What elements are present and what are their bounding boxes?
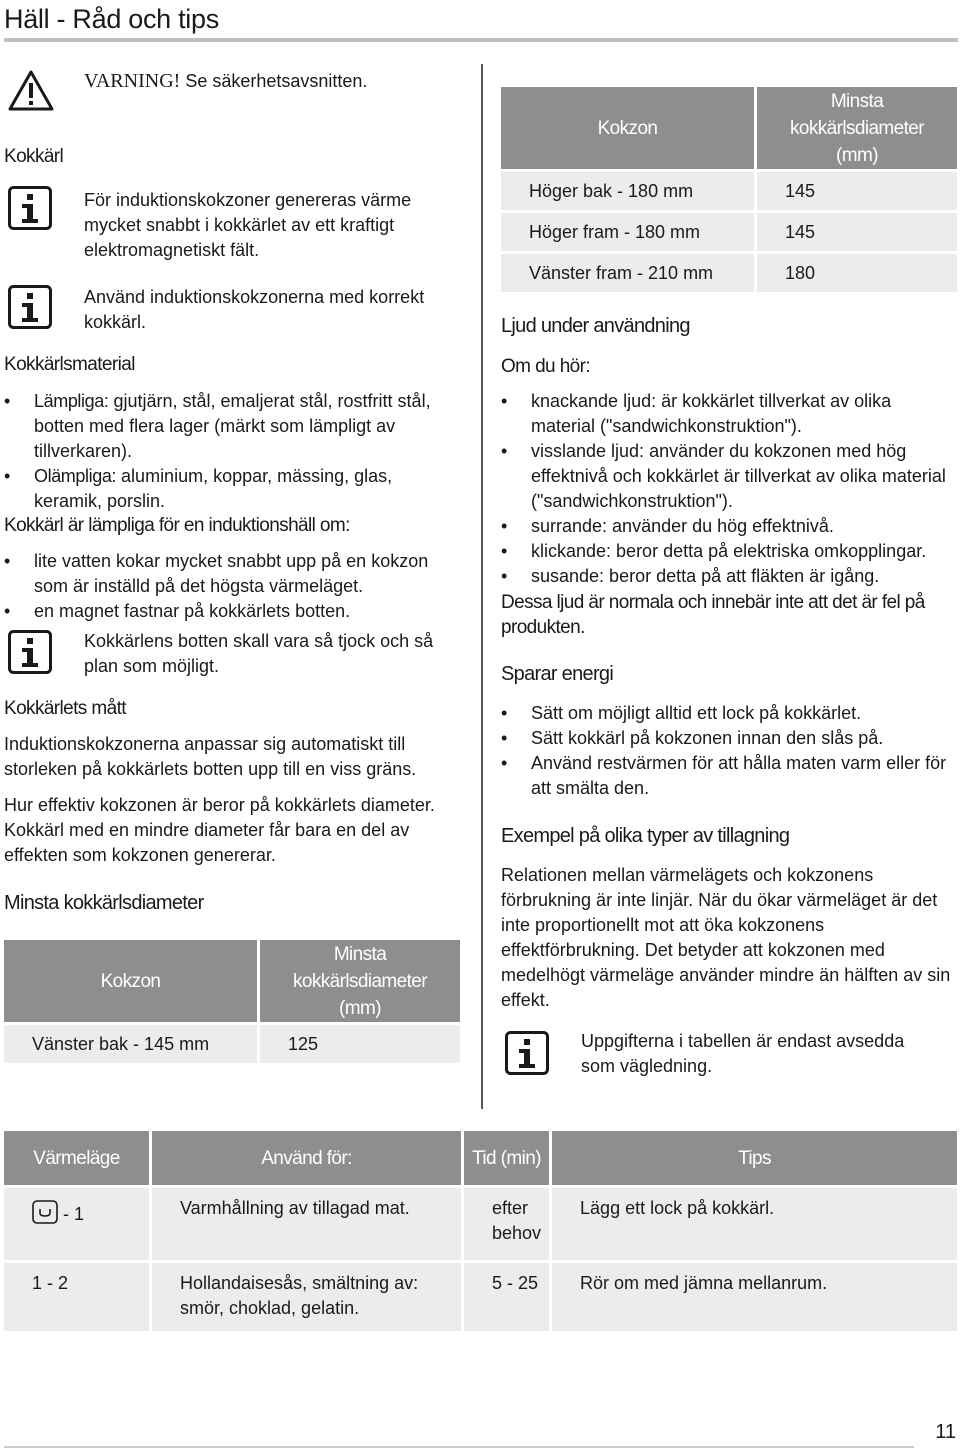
info-text-3: Kokkärlens botten skall vara så tjock och så plan som möjligt. (84, 631, 434, 676)
list-item (4, 464, 454, 514)
material-text: aluminium, koppar, mässing, glas, keramik, porslin. (34, 466, 393, 511)
heading-dimensions: Kokkärlets mått (4, 698, 126, 719)
table-cell-zone: Vänster fram - 210 mm (501, 254, 754, 292)
table-header-diameter: Minsta kokkärlsdiameter (mm) (260, 940, 460, 1022)
table-cell-zone: Höger bak - 180 mm (501, 172, 754, 210)
list-item: • Sätt kokkärl på kokzonen innan den slås på. (501, 726, 956, 751)
material-text: gjutjärn, stål, emaljerat stål, rostfritt stål, botten med flera lager (märkt som lämpligt av tillverkaren). (34, 391, 431, 461)
list-item: • lite vatten kokar mycket snabbt upp på en kokzon som är inställd på det högsta värmeläget. (4, 549, 454, 599)
page-title: Häll - Råd och tips (4, 4, 219, 34)
table-row (4, 1025, 460, 1063)
table-header-use: Använd för: (152, 1131, 461, 1185)
table-row (4, 1188, 957, 1260)
table-header-time: Tid (min) (464, 1131, 549, 1185)
list-item: • klickande: beror detta på elektriska omkopplingar. (501, 539, 956, 564)
warning-line (84, 69, 367, 94)
list-item: • Använd restvärmen för att hålla maten varm eller för att smälta den. (501, 751, 956, 801)
info-icon (8, 186, 52, 230)
paragraph-efficiency: Hur effektiv kokzonen är beror på kokkärlets diameter. Kokkärl med en mindre diameter får bara en del av effekten som kokzonen genererar. (4, 795, 435, 865)
table-header-zone: Kokzon (501, 87, 754, 169)
table-row (501, 254, 957, 292)
list-item (4, 389, 454, 464)
column-divider (481, 64, 483, 1109)
heading-material: Kokkärlsmaterial (4, 354, 135, 375)
table-cell-diameter: 125 (260, 1025, 460, 1063)
table-row (501, 213, 957, 251)
table-cell-diameter: 145 (757, 213, 957, 251)
warning-triangle-icon (8, 69, 54, 111)
page-number: 11 (935, 1421, 956, 1443)
list-item: • susande: beror detta på att fläkten är igång. (501, 564, 956, 589)
heading-cookware: Kokkärl (4, 146, 64, 167)
info-text-guidance: Uppgifterna i tabellen är endast avsedda som vägledning. (581, 1031, 905, 1076)
level-suffix: - 1 (58, 1204, 85, 1224)
table-row (4, 1263, 957, 1331)
normal-noise-note: Dessa ljud är normala och innebär inte att det är fel på produkten. (501, 592, 925, 638)
material-label: Lämpliga: (34, 391, 109, 411)
table-cell-use: Varmhållning av tillagad mat. (152, 1188, 461, 1260)
table-cell-diameter: 180 (757, 254, 957, 292)
warning-prefix: VARNING! (84, 70, 181, 92)
info-icon (505, 1031, 549, 1075)
table-cell-use: Hollandaisesås, smältning av: smör, choklad, gelatin. (152, 1263, 461, 1331)
info-icon (8, 630, 52, 674)
material-list (4, 389, 454, 514)
paragraph-relation: Relationen mellan värmelägets och kokzonens förbrukning är inte linjär. När du ökar värmeläget är det inte proportionellt mot att öka kokzonens effektförbrukning. Det betyder att kokzonen med medelhögt värmeläge använder mindre än hälften av sin effekt. (501, 865, 951, 1010)
table-row (501, 172, 957, 210)
list-item: • visslande ljud: använder du kokzonen med hög effektnivå och kokkärlet är tillverkat av olika material ("sandwichkonstruktion"). (501, 439, 956, 514)
table-header-zone: Kokzon (4, 940, 257, 1022)
table-cell-tips: Rör om med jämna mellanrum. (552, 1263, 957, 1331)
table-cell-time: efter behov (464, 1188, 549, 1260)
paragraph-auto-adapt: Induktionskokzonerna anpassar sig automatiskt till storleken på kokkärlets botten upp till en viss gräns. (4, 734, 417, 779)
table-cell-diameter: 145 (757, 172, 957, 210)
noise-list (501, 389, 956, 589)
min-diameter-table-right (498, 84, 960, 295)
table-cell-zone: Vänster bak - 145 mm (4, 1025, 257, 1063)
table-header-level: Värmeläge (4, 1131, 149, 1185)
min-diameter-table-left (1, 937, 463, 1066)
list-item: • en magnet fastnar på kokkärlets botten. (4, 599, 454, 624)
cooking-examples-table (1, 1128, 960, 1334)
energy-list (501, 701, 956, 801)
table-cell-level: 1 - 2 (4, 1263, 149, 1331)
table-header-diameter: Minsta kokkärlsdiameter (mm) (757, 87, 957, 169)
heading-energy: Sparar energi (501, 663, 614, 685)
heading-min-diameter: Minsta kokkärlsdiameter (4, 892, 204, 914)
list-item: • knackande ljud: är kokkärlet tillverkat av olika material ("sandwichkonstruktion"). (501, 389, 956, 439)
heading-noise: Ljud under användning (501, 315, 690, 337)
list-item: • surrande: använder du hög effektnivå. (501, 514, 956, 539)
title-divider (4, 38, 958, 42)
info-text-2: Använd induktionskokzonerna med korrekt kokkärl. (84, 287, 425, 332)
heading-if-you-hear: Om du hör: (501, 356, 591, 377)
info-icon (8, 285, 52, 329)
warning-text: Se säkerhetsavsnitten. (180, 71, 368, 91)
footer-divider (4, 1446, 914, 1448)
table-cell-time: 5 - 25 (464, 1263, 549, 1331)
keep-warm-icon (32, 1200, 58, 1224)
info-text-1: För induktionskokzoner genereras värme mycket snabbt i kokkärlet av ett kraftigt elektromagnetiskt fält. (84, 190, 412, 260)
list-item: • Sätt om möjligt alltid ett lock på kokkärlet. (501, 701, 956, 726)
suitable-list (4, 549, 454, 624)
table-cell-level (4, 1188, 149, 1260)
heading-examples: Exempel på olika typer av tillagning (501, 825, 790, 847)
table-cell-zone: Höger fram - 180 mm (501, 213, 754, 251)
table-cell-tips: Lägg ett lock på kokkärl. (552, 1188, 957, 1260)
heading-suitable: Kokkärl är lämpliga för en induktionshäll om: (4, 515, 350, 536)
material-label: Olämpliga: (34, 466, 117, 486)
table-header-tips: Tips (552, 1131, 957, 1185)
